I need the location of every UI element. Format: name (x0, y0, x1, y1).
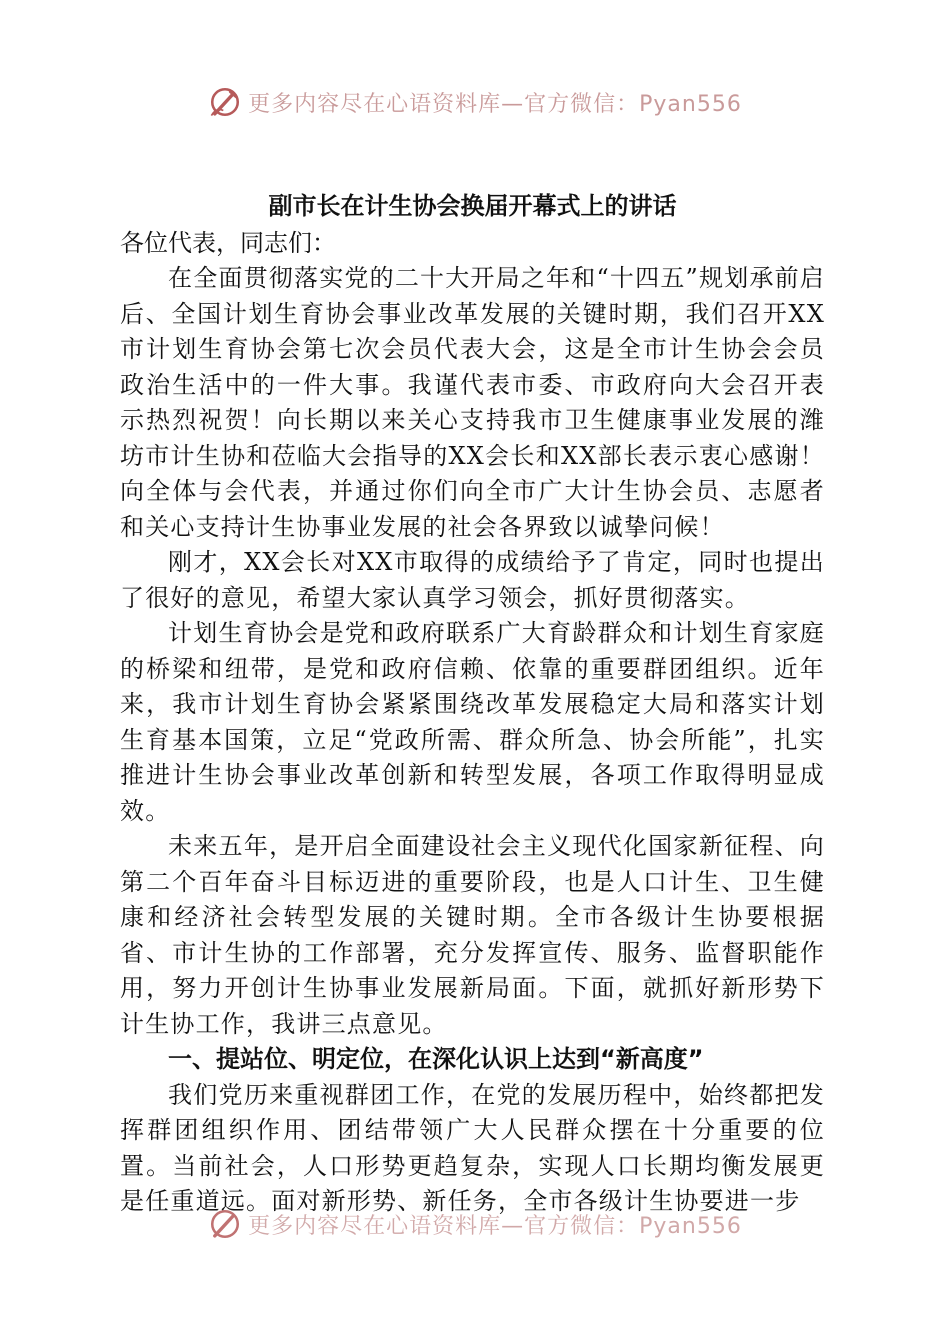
pen-logo-icon (208, 85, 242, 119)
paragraph: 我们党历来重视群团工作，在党的发展历程中，始终都把发挥群团组织作用、团结带领广大人民群众摆在十分重要的位置。当前社会，人口形势更趋复杂，实现人口长期均衡发展更是任重道远。面对新形势、新任务，全市各级计生协要进一步 (120, 1080, 825, 1215)
watermark-text: 更多内容尽在心语资料库—官方微信：Pyan556 (248, 91, 742, 117)
paragraph: 在全面贯彻落实党的二十大开局之年和“十四五”规划承前启后、全国计划生育协会事业改革发展的关键时期，我们召开XX市计划生育协会第七次会员代表大会，这是全市计生协会会员政治生活中的一件大事。我谨代表市委、市政府向大会召开表示热烈祝贺！向长期以来关心支持我市卫生健康事业发展的潍坊市计生协和莅临大会指导的XX会长和XX部长表示衷心感谢！向全体与会代表，并通过你们向全市广大计生协会员、志愿者和关心支持计生协事业发展的社会各界致以诚挚问候！ (120, 264, 825, 541)
paragraph: 未来五年，是开启全面建设社会主义现代化国家新征程、向第二个百年奋斗目标迈进的重要阶段，也是人口计生、卫生健康和经济社会转型发展的关键时期。全市各级计生协要根据省、市计生协的工作部署，充分发挥宣传、服务、监督职能作用，努力开创计生协事业发展新局面。下面，就抓好新形势下计生协工作，我讲三点意见。 (120, 832, 825, 1038)
document-body (120, 190, 825, 1220)
pen-logo-icon (208, 1207, 242, 1241)
header-watermark (0, 80, 950, 124)
document-title: 副市长在计生协会换届开幕式上的讲话 (268, 192, 677, 220)
footer-watermark (0, 1202, 950, 1246)
salutation: 各位代表，同志们： (120, 229, 336, 257)
watermark-text: 更多内容尽在心语资料库—官方微信：Pyan556 (248, 1213, 742, 1239)
paragraph: 计划生育协会是党和政府联系广大育龄群众和计划生育家庭的桥梁和纽带，是党和政府信赖、依靠的重要群团组织。近年来，我市计划生育协会紧紧围绕改革发展稳定大局和落实计划生育基本国策，立足“党政所需、群众所急、协会所能”，扎实推进计生协会事业改革创新和转型发展，各项工作取得明显成效。 (120, 619, 825, 825)
paragraph: 刚才，XX会长对XX市取得的成绩给予了肯定，同时也提出了很好的意见，希望大家认真学习领会，抓好贯彻落实。 (120, 548, 825, 612)
section-heading: 一、提站位、明定位，在深化认识上达到“新高度” (168, 1045, 704, 1073)
